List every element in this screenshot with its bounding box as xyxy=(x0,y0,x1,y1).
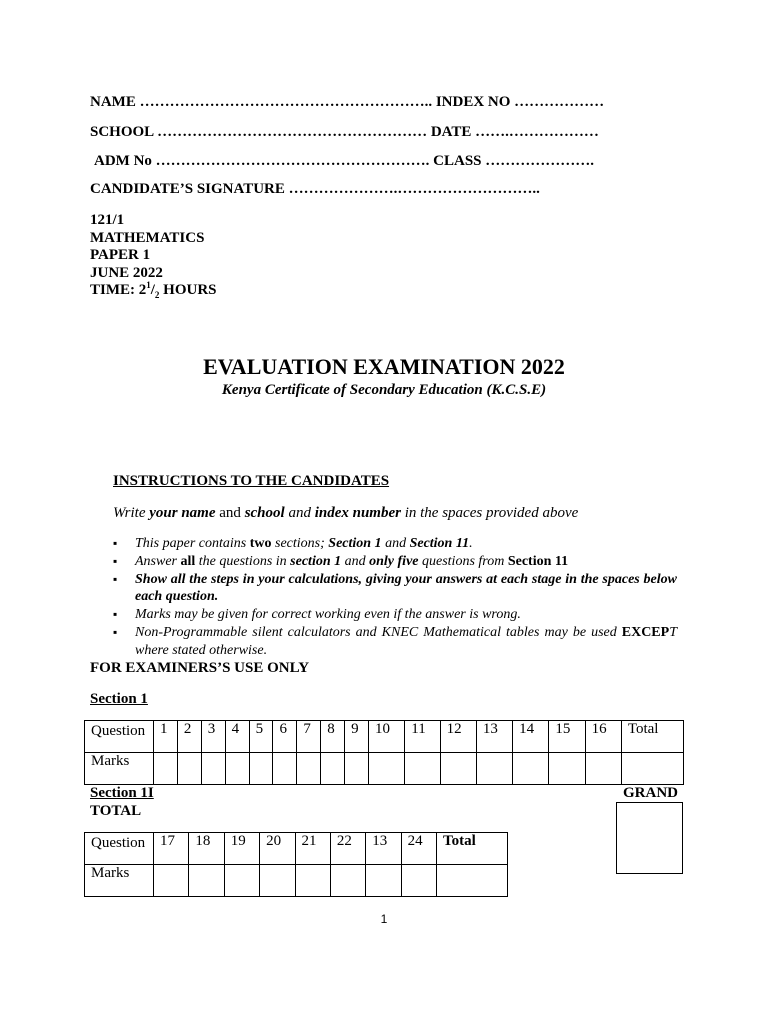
write-text-4: school xyxy=(244,505,285,521)
question-cell: 3 xyxy=(201,721,225,753)
marks-cell xyxy=(401,865,436,897)
question-cell: 19 xyxy=(224,833,259,865)
table-row-header: Marks xyxy=(85,753,154,785)
table-row xyxy=(85,753,684,785)
question-cell: 14 xyxy=(513,721,549,753)
question-cell: 12 xyxy=(440,721,476,753)
marks-cell xyxy=(225,753,249,785)
item3-text: Show all the steps in your calculations, giving your answers at each stage in the spaces below each question. xyxy=(135,571,677,605)
marks-cell xyxy=(249,753,273,785)
school-date-field: SCHOOL ……………………………………………… DATE …….……………… xyxy=(90,124,599,140)
question-cell: 16 xyxy=(585,721,621,753)
marks-cell xyxy=(366,865,401,897)
name-index-field: NAME ………………………………………………….. INDEX NO ……………… xyxy=(90,94,605,110)
item1-text-4: Section 1 xyxy=(328,536,382,551)
time-suffix: HOURS xyxy=(159,282,217,298)
item1-text-6: Section 11 xyxy=(409,536,470,551)
question-cell: 5 xyxy=(249,721,273,753)
signature-field: CANDIDATE’S SIGNATURE ………………….……………………….. xyxy=(90,181,540,197)
section1-label: Section 1 xyxy=(90,691,148,707)
time-sub: 2 xyxy=(154,290,160,300)
question-cell: 15 xyxy=(549,721,585,753)
section1-score-table xyxy=(84,720,684,785)
marks-cell xyxy=(297,753,321,785)
paper-details xyxy=(90,212,217,300)
list-item xyxy=(113,624,677,660)
marks-cell xyxy=(321,753,345,785)
total-header-cell: Total xyxy=(621,721,683,753)
instructions-list xyxy=(113,535,677,660)
marks-cell xyxy=(201,753,225,785)
bullet-icon: ▪ xyxy=(113,624,118,639)
marks-cell xyxy=(189,865,224,897)
exam-title: EVALUATION EXAMINATION 2022 xyxy=(203,354,565,379)
write-text-5: and xyxy=(284,505,315,521)
marks-cell xyxy=(405,753,440,785)
bullet-icon: ▪ xyxy=(113,607,118,622)
grand-total-label: GRAND xyxy=(623,785,678,801)
question-cell: 22 xyxy=(330,833,365,865)
paper-time xyxy=(90,282,217,300)
item5-text-3: T where stated otherwise. xyxy=(135,624,677,658)
exam-subtitle: Kenya Certificate of Secondary Education (K.C.S.E) xyxy=(221,382,547,398)
item1-text-1: This paper contains xyxy=(135,536,250,551)
question-cell: 21 xyxy=(295,833,330,865)
table-row-header: Question xyxy=(85,721,154,753)
item1-text-7: . xyxy=(469,536,473,551)
marks-cell xyxy=(260,865,295,897)
marks-cell xyxy=(330,865,365,897)
time-prefix: TIME: 2 xyxy=(90,282,147,298)
table-row xyxy=(85,721,684,753)
marks-cell xyxy=(513,753,549,785)
marks-cell xyxy=(154,753,178,785)
table-row xyxy=(85,865,508,897)
question-cell: 2 xyxy=(177,721,201,753)
item1-text-3: sections; xyxy=(271,536,329,551)
marks-cell xyxy=(476,753,512,785)
question-cell: 18 xyxy=(189,833,224,865)
question-cell: 24 xyxy=(401,833,436,865)
grand-total-box xyxy=(616,802,683,874)
section2-label: Section 1I xyxy=(90,785,154,801)
question-cell: 4 xyxy=(225,721,249,753)
marks-cell xyxy=(369,753,405,785)
item2-text-7: questions from xyxy=(418,553,508,569)
section2-score-table xyxy=(84,832,508,897)
item1-text-2: two xyxy=(249,536,272,551)
table-row xyxy=(85,833,508,865)
question-cell: 1 xyxy=(154,721,178,753)
write-text-1: Write xyxy=(113,505,150,521)
question-cell: 6 xyxy=(273,721,297,753)
time-slash: / xyxy=(150,282,155,298)
page-number: 1 xyxy=(380,912,388,926)
marks-cell xyxy=(154,865,189,897)
total-header-cell: Total xyxy=(437,833,508,865)
adm-class-field: ADM No ………………………………………………. CLASS …………………. xyxy=(94,153,595,169)
write-instruction xyxy=(113,505,578,522)
marks-cell xyxy=(549,753,585,785)
item2-text-4: section 1 xyxy=(290,553,342,569)
marks-cell xyxy=(585,753,621,785)
item5-text-1: Non-Programmable silent calculators and KNEC Mathematical tables may be used xyxy=(135,624,622,640)
marks-cell xyxy=(224,865,259,897)
paper-date: JUNE 2022 xyxy=(90,264,163,281)
paper-code: 121/1 xyxy=(90,212,125,228)
list-item xyxy=(113,606,677,624)
list-item xyxy=(113,535,677,553)
marks-cell xyxy=(273,753,297,785)
paper-subject: MATHEMATICS xyxy=(90,229,205,246)
question-cell: 10 xyxy=(369,721,405,753)
write-text-6: index number xyxy=(314,505,401,521)
table-row-header: Question xyxy=(85,833,154,865)
question-cell: 13 xyxy=(476,721,512,753)
paper-number: PAPER 1 xyxy=(90,247,151,263)
item4-text: Marks may be given for correct working even if the answer is wrong. xyxy=(135,607,521,623)
item2-text-3: the questions in xyxy=(195,553,291,569)
list-item xyxy=(113,553,677,571)
marks-cell xyxy=(345,753,369,785)
item2-text-2: all xyxy=(180,553,196,569)
time-sup: 1 xyxy=(146,280,151,290)
question-cell: 13 xyxy=(366,833,401,865)
table-row-header: Marks xyxy=(85,865,154,897)
write-text-7: in the spaces provided above xyxy=(400,505,579,521)
question-cell: 7 xyxy=(297,721,321,753)
examiners-heading: FOR EXAMINERS’S USE ONLY xyxy=(90,660,310,676)
question-cell: 11 xyxy=(405,721,440,753)
question-cell: 8 xyxy=(321,721,345,753)
instructions-heading: INSTRUCTIONS TO THE CANDIDATES xyxy=(113,473,390,489)
write-text-3: and xyxy=(215,505,245,521)
marks-cell xyxy=(440,753,476,785)
marks-cell xyxy=(295,865,330,897)
write-text-2: your name xyxy=(149,505,216,521)
bullet-icon: ▪ xyxy=(113,571,118,586)
list-item xyxy=(113,571,677,607)
bullet-icon: ▪ xyxy=(113,536,118,550)
item2-text-6: only five xyxy=(369,553,419,569)
item2-text-8: Section 11 xyxy=(507,553,569,569)
item2-text-5: and xyxy=(341,553,370,569)
total-marks-cell xyxy=(437,865,508,897)
total-marks-cell xyxy=(621,753,683,785)
question-cell: 17 xyxy=(154,833,189,865)
marks-cell xyxy=(177,753,201,785)
item5-text-2: EXCEP xyxy=(621,624,670,640)
item1-text-5: and xyxy=(381,536,410,551)
question-cell: 9 xyxy=(345,721,369,753)
section2-total-label: TOTAL xyxy=(90,803,142,819)
item2-text-1: Answer xyxy=(135,553,181,569)
bullet-icon: ▪ xyxy=(113,553,118,568)
question-cell: 20 xyxy=(260,833,295,865)
